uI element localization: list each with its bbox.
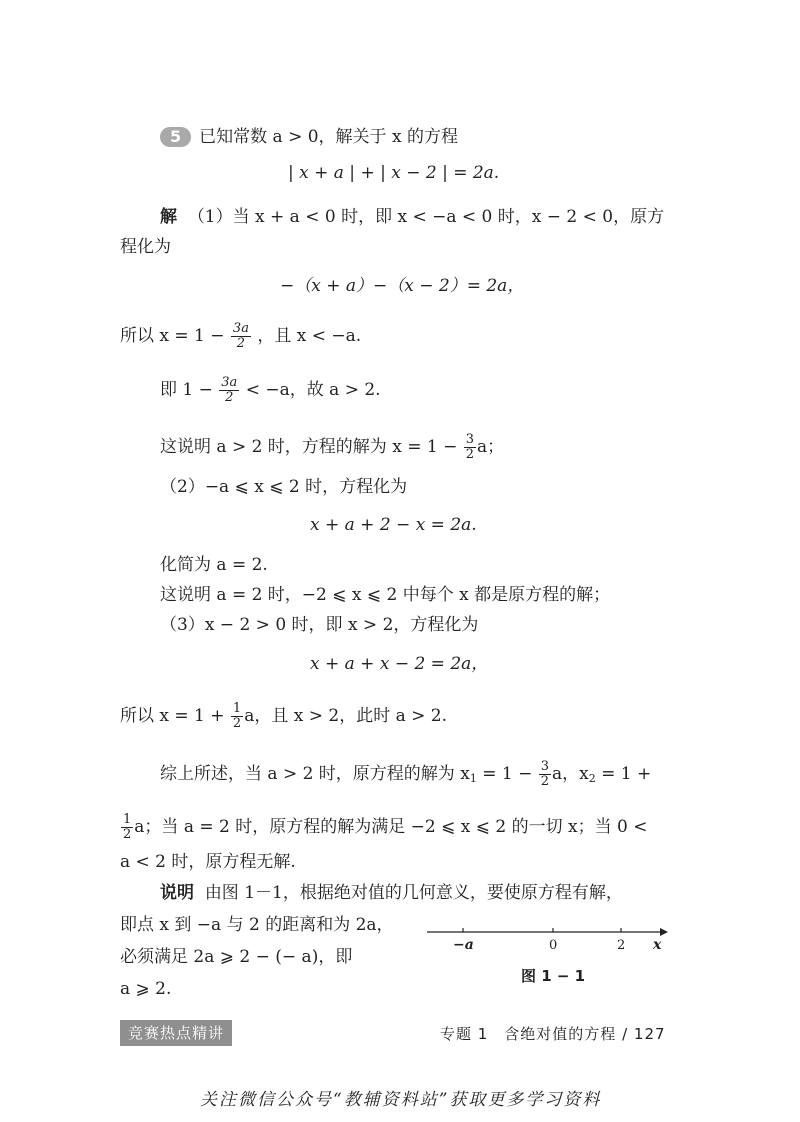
case1-result-pre: 所以 x = 1 −: [120, 326, 225, 346]
case1-result: [120, 322, 361, 351]
summary-mid1: = 1 −: [476, 764, 533, 784]
problem-number-badge: 5: [160, 127, 191, 147]
fraction-numerator: 3: [540, 759, 550, 774]
case1-conclusion-post: a；: [477, 437, 505, 457]
fraction-1-over-2: [121, 813, 133, 842]
note-text: 由图 1－1，根据绝对值的几何意义，要使原方程有解，: [204, 883, 623, 903]
summary-post: = 1 +: [595, 764, 652, 784]
watermark-text: 关注微信公众号“教辅资料站”获取更多学习资料: [200, 1090, 602, 1110]
fraction-1-over-2: [231, 702, 243, 731]
fraction-denominator: 2: [232, 716, 242, 731]
fraction-numerator: 3a: [232, 321, 249, 336]
summary-line2-text: a；当 a = 2 时，原方程的解为满足 −2 ⩽ x ⩽ 2 的一切 x；当 0 <: [134, 817, 648, 837]
case3-line: （3）x − 2 > 0 时，即 x > 2，方程化为: [160, 615, 479, 635]
fraction-denominator: 2: [225, 390, 234, 405]
tick-label-neg-a: −a: [453, 937, 474, 953]
fraction-denominator: 2: [540, 774, 550, 789]
subscript: 2: [588, 772, 596, 785]
case1-conclusion-pre: 这说明 a > 2 时，方程的解为 x = 1 −: [160, 437, 458, 457]
note-line4: a ⩾ 2.: [120, 979, 172, 999]
case2-line: （2）−a ⩽ x ⩽ 2 时，方程化为: [160, 477, 408, 497]
summary-line3: a < 2 时，原方程无解.: [120, 852, 296, 872]
fraction-numerator: 3: [465, 432, 475, 447]
note-line3: 必须满足 2a ⩾ 2 − (− a)，即: [120, 947, 353, 967]
case1-text: （1）当 x + a < 0 时，即 x < −a < 0 时，x − 2 < 0，原方: [187, 207, 665, 227]
problem-equation: | x + a | + | x − 2 | = 2a.: [288, 163, 500, 183]
fraction-3a-over-2: [231, 322, 251, 351]
case1-ineq-pre: 即 1 −: [160, 380, 213, 400]
note-line1: [160, 882, 623, 904]
tick-label-2: 2: [617, 938, 626, 953]
case3-result: [120, 702, 447, 731]
fraction-denominator: 2: [465, 447, 475, 462]
section-tag: 竞赛热点精讲: [120, 1020, 232, 1046]
fraction-3-over-2: [464, 433, 476, 462]
case3-result-post: a，且 x > 2，此时 a > 2.: [244, 706, 448, 726]
case1-line2: 程化为: [120, 237, 171, 257]
case1-result-post: ，且 x < −a.: [257, 326, 362, 346]
summary-pre: 综上所述，当 a > 2 时，原方程的解为 x: [160, 764, 470, 784]
fraction-numerator: 1: [123, 812, 132, 827]
case1-equation: −（x + a）−（x − 2）= 2a，: [280, 276, 525, 296]
summary-line2: [120, 813, 647, 842]
tick-label-0: 0: [549, 938, 558, 953]
fraction-numerator: 3a: [221, 375, 238, 390]
note-line2: 即点 x 到 −a 与 2 的距离和为 2a，: [120, 915, 394, 935]
case2-conclusion: 这说明 a = 2 时，−2 ⩽ x ⩽ 2 中每个 x 都是原方程的解；: [160, 585, 611, 605]
fraction-3-over-2: [539, 760, 551, 789]
case1-conclusion: [160, 433, 504, 462]
case1-inequality: [160, 376, 381, 405]
case2-equation: x + a + 2 − x = 2a.: [310, 515, 477, 535]
fraction-numerator: 1: [232, 701, 242, 716]
note-label: 说明: [160, 883, 194, 903]
axis-label-x: x: [653, 937, 662, 953]
subscript: 1: [469, 772, 477, 785]
summary-line1: [160, 760, 651, 790]
number-line-figure: [425, 922, 675, 962]
case3-equation: x + a + x − 2 = 2a，: [310, 654, 489, 674]
case2-simplify: 化简为 a = 2.: [160, 555, 268, 575]
chapter-page-info: 专题 1 含绝对值的方程 / 127: [440, 1025, 666, 1043]
fraction-denominator: 2: [123, 827, 132, 842]
case3-result-pre: 所以 x = 1 +: [120, 706, 225, 726]
solution-label: 解: [160, 207, 177, 227]
axis-arrow-icon: [660, 928, 668, 936]
fraction-denominator: 2: [236, 336, 246, 351]
summary-mid2: a，x: [552, 764, 589, 784]
case1-line1: [160, 206, 664, 228]
problem-statement: 已知常数 a > 0，解关于 x 的方程: [199, 127, 458, 147]
fraction-3a-over-2: [219, 376, 239, 405]
case1-ineq-post: < −a，故 a > 2.: [245, 380, 381, 400]
figure-caption: 图 1 − 1: [521, 967, 586, 985]
problem-header: [160, 126, 458, 148]
